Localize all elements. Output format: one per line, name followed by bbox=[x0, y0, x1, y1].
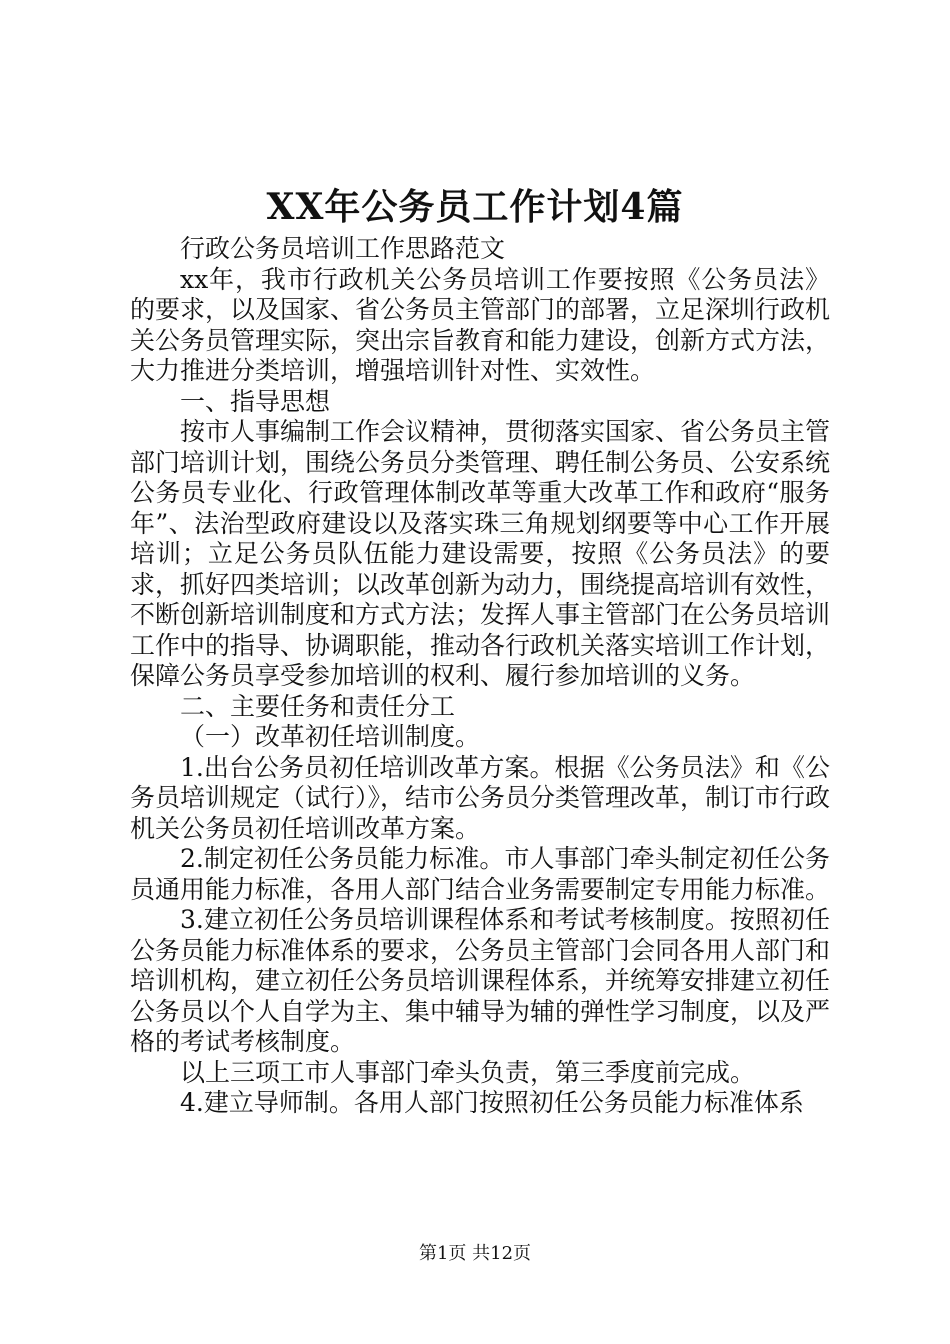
paragraph: 4.建立导师制。各用人部门按照初任公务员能力标准体系 bbox=[180, 1088, 804, 1117]
paragraph: xx年，我市行政机关公务员培训工作要按照《公务员法》的要求，以及国家、省公务员主管部门的部署，立足深圳行政机关公务员管理实际，突出宗旨教育和能力建设，创新方式方法，大力推进分类培训，增强培训针对性、实效性。 bbox=[130, 264, 831, 385]
document-title: XX年公务员工作计划4篇 bbox=[266, 186, 684, 228]
paragraph: 按市人事编制工作会议精神，贯彻落实国家、省公务员主管部门培训计划，围绕公务员分类管理、聘任制公务员、公安系统公务员专业化、行政管理体制改革等重大改革工作和政府“服务年”、法治型政府建设以及落实珠三角规划纲要等中心工作开展培训；立足公务员队伍能力建设需要，按照《公务员法》的要求，抓好四类培训；以改革创新为动力，围绕提高培训有效性，不断创新培训制度和方式方法；发挥人事主管部门在公务员培训工作中的指导、协调职能，推动各行政机关落实培训工作计划，保障公务员享受参加培训的权利、履行参加培训的义务。 bbox=[130, 417, 831, 690]
subsection-heading: （一）改革初任培训制度。 bbox=[180, 722, 481, 751]
paragraph: 1.出台公务员初任培训改革方案。根据《公务员法》和《公务员培训规定（试行）》，结市公务员分类管理改革，制订市行政机关公务员初任培训改革方案。 bbox=[130, 752, 831, 843]
section-heading: 一、指导思想 bbox=[180, 386, 331, 416]
section-heading: 二、主要任务和责任分工 bbox=[180, 691, 456, 721]
paragraph-subtitle: 行政公务员培训工作思路范文 bbox=[180, 234, 506, 263]
document-body bbox=[130, 234, 830, 1119]
page-footer: 第1页 共12页 bbox=[418, 1243, 532, 1264]
paragraph: 3.建立初任公务员培训课程体系和考试考核制度。按照初任公务员能力标准体系的要求，公务员主管部门会同各用人部门和培训机构，建立初任公务员培训课程体系，并统筹安排建立初任公务员以个人自学为主、集中辅导为辅的弹性学习制度，以及严格的考试考核制度。 bbox=[130, 905, 831, 1056]
paragraph: 以上三项工市人事部门牵头负责，第三季度前完成。 bbox=[180, 1057, 756, 1087]
paragraph: 2.制定初任公务员能力标准。市人事部门牵头制定初任公务员通用能力标准，各用人部门结合业务需要制定专用能力标准。 bbox=[130, 844, 831, 904]
